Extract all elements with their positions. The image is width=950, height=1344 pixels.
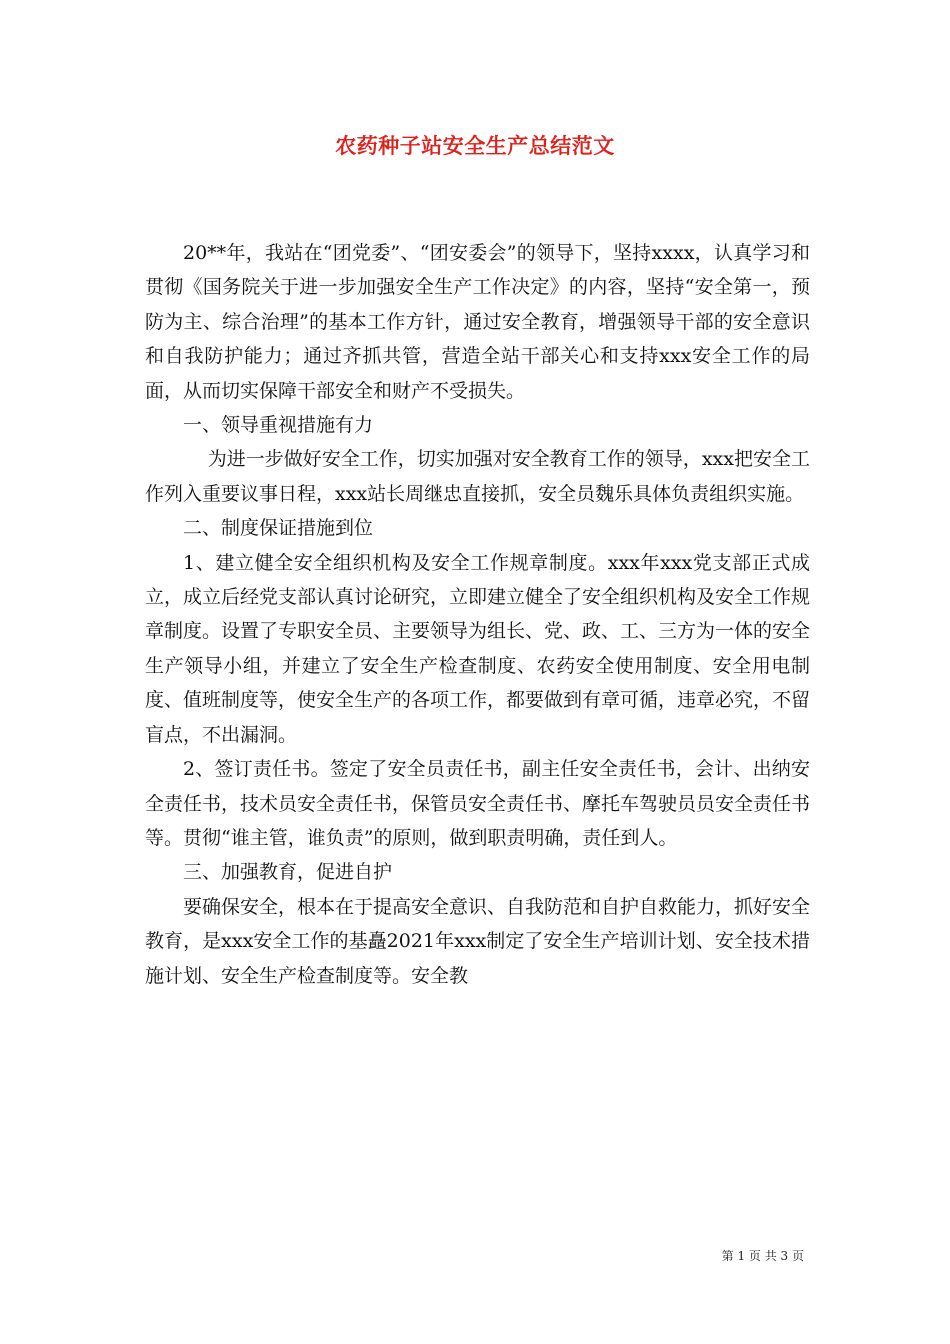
section-heading-1: 一、领导重视措施有力: [183, 414, 374, 437]
paragraph-rules: 1、建立健全安全组织机构及安全工作规章制度。xxx年xxx党支部正式成立，成立后经党支部认真讨论研究，立即建立健全了安全组织机构及安全工作规章制度。设置了专职安全员、主要领导为组长、党、政、工、三方为一体的安全生产领导小组，并建立了安全生产检查制度、农药安全使用制度、安全用电制度、值班制度等，使安全生产的各项工作，都要做到有章可循，违章必究，不留盲点，不出漏洞。: [145, 551, 811, 746]
paragraph-responsibility: 2、签订责任书。签定了安全员责任书，副主任安全责任书，会计、出纳安全责任书，技术员安全责任书，保管员安全责任书、摩托车驾驶员员安全责任书等。贯彻“谁主管，谁负责”的原则，做到职责明确，责任到人。: [145, 758, 811, 849]
paragraph-leadership: 为进一步做好安全工作，切实加强对安全教育工作的领导，xxx把安全工作列入重要议事日程，xxx站长周继忠直接抓，安全员魏乐具体负责组织实施。: [145, 448, 810, 505]
page-number: 第 1 页 共 3 页: [721, 1249, 804, 1263]
document-title: 农药种子站安全生产总结范文: [335, 133, 615, 158]
document-body: [145, 236, 810, 993]
section-heading-2: 二、制度保证措施到位: [183, 517, 374, 540]
paragraph-education: 要确保安全，根本在于提高安全意识、自我防范和自护自救能力，抓好安全教育，是xxx安全工作的基矗2021年xxx制定了安全生产培训计划、安全技术措施计划、安全生产检查制度等。安全教: [145, 895, 811, 987]
paragraph-intro: 20**年，我站在“团党委”、“团安委会”的领导下，坚持xxxx，认真学习和贯彻《国务院关于进一步加强安全生产工作决定》的内容，坚持“安全第一，预防为主、综合治理”的基本工作方针，通过安全教育，增强领导干部的安全意识和自我防护能力；通过齐抓共管，营造全站干部关心和支持xxx安全工作的局面，从而切实保障干部安全和财产不受损失。: [145, 242, 810, 402]
section-heading-3: 三、加强教育，促进自护: [183, 861, 393, 884]
